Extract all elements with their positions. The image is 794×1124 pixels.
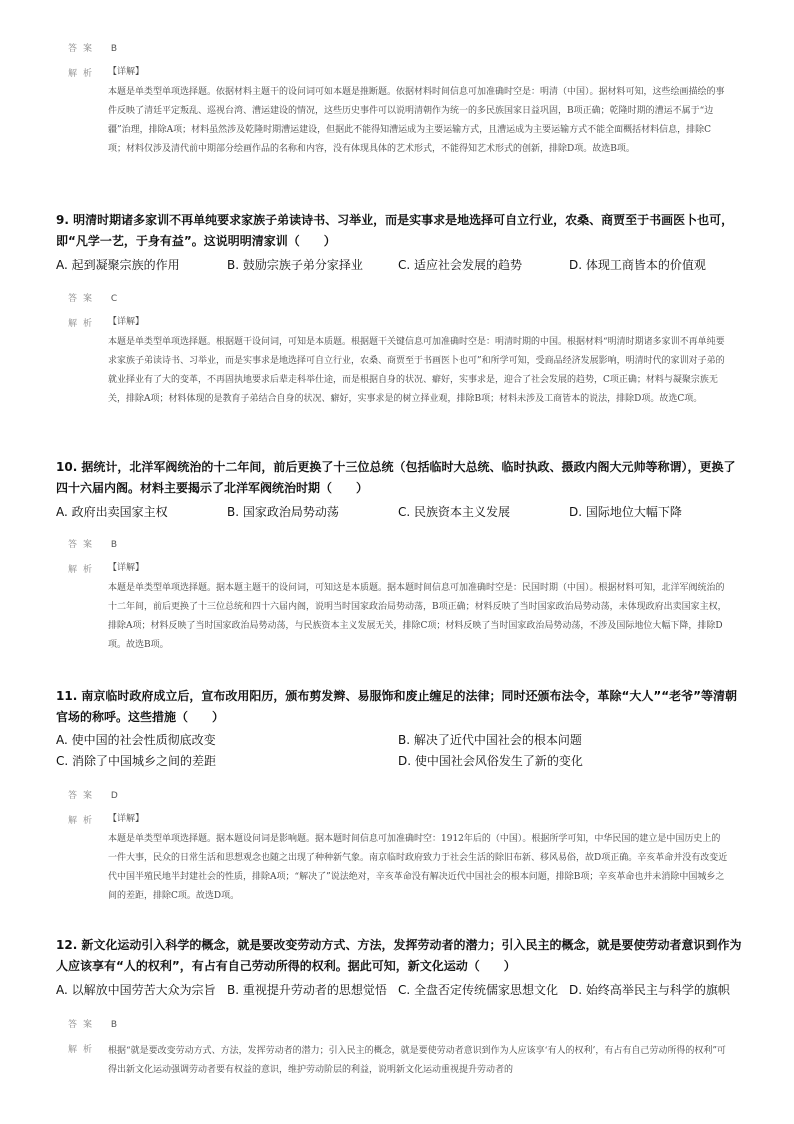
- question-10: [56, 457, 746, 521]
- answer-row-q11: [68, 788, 118, 801]
- option-c[interactable]: C. 适应社会发展的趋势: [398, 258, 523, 272]
- option-list: [56, 981, 746, 999]
- option-b[interactable]: B. 国家政治局势动荡: [227, 505, 339, 519]
- answer-row-q8: [68, 41, 117, 54]
- option-list: [56, 730, 746, 772]
- answer-row-q10: [68, 537, 117, 550]
- detail-tag: 【详解】: [108, 563, 145, 573]
- option-b[interactable]: B. 解决了近代中国社会的根本问题: [398, 733, 582, 747]
- analysis-label: 解析: [68, 565, 99, 575]
- answer-value: B: [110, 44, 118, 54]
- answer-label: 答案: [68, 791, 99, 801]
- answer-value: D: [110, 791, 118, 801]
- answer-label: 答案: [68, 44, 99, 54]
- explanation-text: 根据“就是要改变劳动方式、方法，发挥劳动者的潜力；引入民主的概念，就是要使劳动者意识到作为人应该享‘有人的权利’，有占有自己劳动所得的权利”可得出新文化运动强调劳动者要有权益的意识，维护劳动阶层的利益，说明新文化运动重视提升劳动者的: [108, 1046, 726, 1075]
- question-11: [56, 686, 746, 772]
- answer-value: B: [110, 540, 118, 550]
- explanation-text: 本题是单类型单项选择题。据本题主题干的设问词，可知这是本质题。据本题时间信息可加准确时空是：民国时期（中国）。根据材料可知，北洋军阀统治的十二年间，前后更换了十三位总统和四十六届内阁，说明当时国家政治局势动荡，B项正确；材料反映了当时国家政治局势动荡，未体现政府出卖国家主权，排除A项；材料反映了当时国家政治局势动荡，与民族资本主义发展无关，排除C项；材料反映了当时国家政治局势动荡，不涉及国际地位大幅下降，排除D项。故选B项。: [108, 583, 727, 650]
- analysis-label: 解析: [68, 1045, 99, 1055]
- option-b[interactable]: B. 重视提升劳动者的思想觉悟: [227, 983, 387, 997]
- question-9: [56, 210, 746, 274]
- option-a[interactable]: A. 政府出卖国家主权: [56, 505, 168, 519]
- question-stem: 12. 新文化运动引入科学的概念，就是要改变劳动方式、方法，发挥劳动者的潜力；引入民主的概念，就是要使劳动者意识到作为人应该享有“人的权利”，有占有自己劳动所得的权利。据此可知，新文化运动（ ）: [56, 938, 742, 973]
- explanation-text: 本题是单类型单项选择题。据本题设问词是影响题。据本题时间信息可加准确时空：1912年后的（中国）。根据所学可知，中华民国的建立是中国历史上的一件大事，民众的日常生活和思想观念也随之出现了种种新气象。南京临时政府致力于社会生活的除旧布新、移风易俗，故D项正确。辛亥革命并没有改变近代中国半殖民地半封建社会的性质，排除A项；“解决了”说法绝对，辛亥革命没有解决近代中国社会的根本问题，排除B项；辛亥革命也并未消除中国城乡之间的差距，排除C项。故选D项。: [108, 834, 728, 901]
- option-c[interactable]: C. 民族资本主义发展: [398, 505, 511, 519]
- question-12: [56, 935, 746, 999]
- analysis-label: 解析: [68, 69, 99, 79]
- explanation-text: 本题是单类型单项选择题。依据材料主题干的设问词可如本题是推断题。依据材料时间信息可加准确时空是：明清（中国）。据材料可知，这些绘画描绘的事件反映了清廷平定叛乱、巡视台湾、漕运建设的情况，这些历史事件可以说明清朝作为统一的多民族国家日益巩固，B项正确；乾隆时期的漕运不属于“边疆”治理，排除A项；材料虽然涉及乾隆时期漕运建设，但据此不能得知漕运成为主要运输方式，且漕运成为主要运输方式不能全面概括材料信息，排除C项；材料仅涉及清代前中期部分绘画作品的名称和内容，没有体现具体的艺术形式，不能得知艺术形式的创新，排除D项。故选B项。: [108, 87, 725, 154]
- option-a[interactable]: A. 起到凝聚宗族的作用: [56, 258, 180, 272]
- answer-label: 答案: [68, 540, 99, 550]
- answer-row-q12: [68, 1017, 117, 1030]
- answer-value: C: [110, 294, 118, 304]
- question-stem: 9. 明清时期诸多家训不再单纯要求家族子弟读诗书、习举业，而是实事求是地选择可自立行业，农桑、商贾至于书画医卜也可，即“凡学一艺，于身有益”。这说明明清家训（ ）: [56, 213, 734, 248]
- option-a[interactable]: A. 以解放中国劳苦大众为宗旨: [56, 983, 216, 997]
- answer-label: 答案: [68, 1020, 99, 1030]
- option-b[interactable]: B. 鼓励宗族子弟分家择业: [227, 258, 363, 272]
- answer-value: B: [110, 1020, 118, 1030]
- answer-row-q9: [68, 291, 117, 304]
- option-list: [56, 256, 746, 274]
- explanation-text: 本题是单类型单项选择题。根据题干设问词，可知是本质题。根据题干关键信息可加准确时空是：明清时期的中国。根据材料“明清时期诸多家训不再单纯要求家族子弟读诗书、习举业，而是实事求是地选择可自立行业，农桑、商贾至于书画医卜也可”和所学可知，受商品经济发展影响，明清时代的家训对子弟的就业择业有了大的变革，不再固执地要求后辈走科举仕途，而是根据自身的状况、癖好，实事求是，迎合了社会发展的趋势，C项正确；材料与凝聚宗族无关，排除A项；材料体现的是教育子弟结合自身的状况、癖好，实事求是的树立择业观，排除B项；材料未涉及工商皆本的说法，排除D项。故选C项。: [108, 337, 725, 404]
- question-stem: 11. 南京临时政府成立后，宣布改用阳历，颁布剪发辫、易服饰和废止缠足的法律；同时还颁布法令，革除“大人”“老爷”等清朝官场的称呼。这些措施（ ）: [56, 689, 737, 724]
- option-d[interactable]: D. 体现工商皆本的价值观: [569, 258, 706, 272]
- option-a[interactable]: A. 使中国的社会性质彻底改变: [56, 733, 216, 747]
- analysis-label: 解析: [68, 319, 99, 329]
- option-c[interactable]: C. 全盘否定传统儒家思想文化: [398, 983, 559, 997]
- detail-tag: 【详解】: [108, 317, 145, 327]
- option-d[interactable]: D. 使中国社会风俗发生了新的变化: [398, 754, 583, 768]
- option-c[interactable]: C. 消除了中国城乡之间的差距: [56, 754, 217, 768]
- option-list: [56, 503, 746, 521]
- analysis-label: 解析: [68, 816, 99, 826]
- option-d[interactable]: D. 始终高举民主与科学的旗帜: [569, 983, 730, 997]
- answer-label: 答案: [68, 294, 99, 304]
- detail-tag: 【详解】: [108, 67, 145, 77]
- detail-tag: 【详解】: [108, 814, 145, 824]
- question-stem: 10. 据统计，北洋军阀统治的十二年间，前后更换了十三位总统（包括临时大总统、临时执政、摄政内阁大元帅等称谓），更换了四十六届内阁。材料主要揭示了北洋军阀统治时期（ ）: [56, 460, 736, 495]
- option-d[interactable]: D. 国际地位大幅下降: [569, 505, 682, 519]
